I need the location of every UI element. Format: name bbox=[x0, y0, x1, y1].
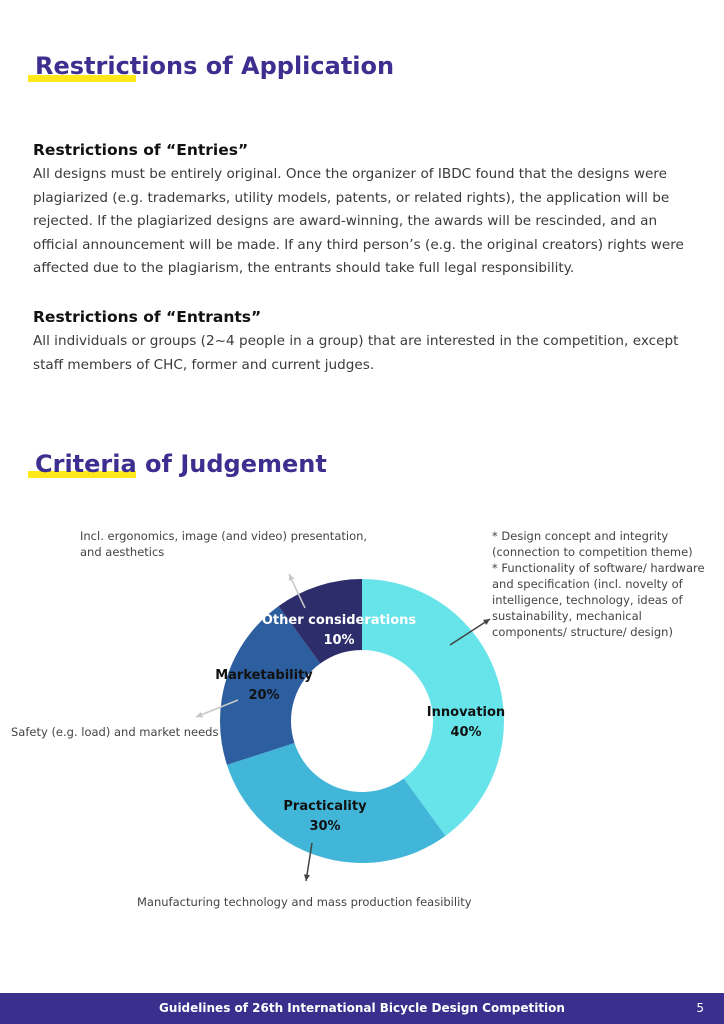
slice-label-other-considerations: Other considerations bbox=[261, 613, 417, 628]
slice-value-practicality: 30% bbox=[309, 819, 341, 834]
slice-value-other-considerations: 10% bbox=[323, 633, 355, 648]
slice-label-innovation: Innovation bbox=[426, 705, 506, 720]
slice-value-innovation: 40% bbox=[450, 725, 482, 740]
criteria-title: Criteria of Judgement bbox=[35, 450, 327, 478]
slice-value-marketability: 20% bbox=[248, 688, 280, 703]
slice-label-practicality: Practicality bbox=[283, 799, 367, 814]
note-other-considerations: Incl. ergonomics, image (and video) presentation, and aesthetics bbox=[80, 529, 368, 559]
page-number: 5 bbox=[696, 1001, 704, 1015]
entrants-text: All individuals or groups (2~4 people in a group) that are interested in the competition, except staff members of CHC, former and current judges. bbox=[33, 333, 679, 373]
restrictions-title: Restrictions of Application bbox=[35, 52, 395, 80]
entries-heading: Restrictions of “Entries” bbox=[33, 141, 249, 159]
note-practicality: Manufacturing technology and mass production feasibility bbox=[137, 895, 472, 909]
footer-bar bbox=[0, 993, 724, 1024]
note-marketability: Safety (e.g. load) and market needs bbox=[11, 725, 219, 739]
entrants-heading: Restrictions of “Entrants” bbox=[33, 308, 262, 326]
slice-label-marketability: Marketability bbox=[215, 668, 313, 683]
footer-title: Guidelines of 26th International Bicycle Design Competition bbox=[159, 1001, 565, 1015]
entries-text: All designs must be entirely original. Once the organizer of IBDC found that the designs were plagiarized (e.g. trademarks, utility models, patents, or related rights), the application will be rejected. If the plagiarized designs are award-winning, the awards will be rescinded, and an official announcement will be made. If any third person’s (e.g. the original creators) rights were affected due to the plagiarism, the entrants should take full legal responsibility. bbox=[33, 166, 684, 276]
note-innovation: * Design concept and integrity (connection to competition theme) * Functionality of software/ hardware and specification (incl. novelty of intelligence, technology, ideas of sustainability, mechanical components/ structure/ design) bbox=[492, 529, 705, 639]
arrow-practicality-head bbox=[304, 874, 310, 881]
